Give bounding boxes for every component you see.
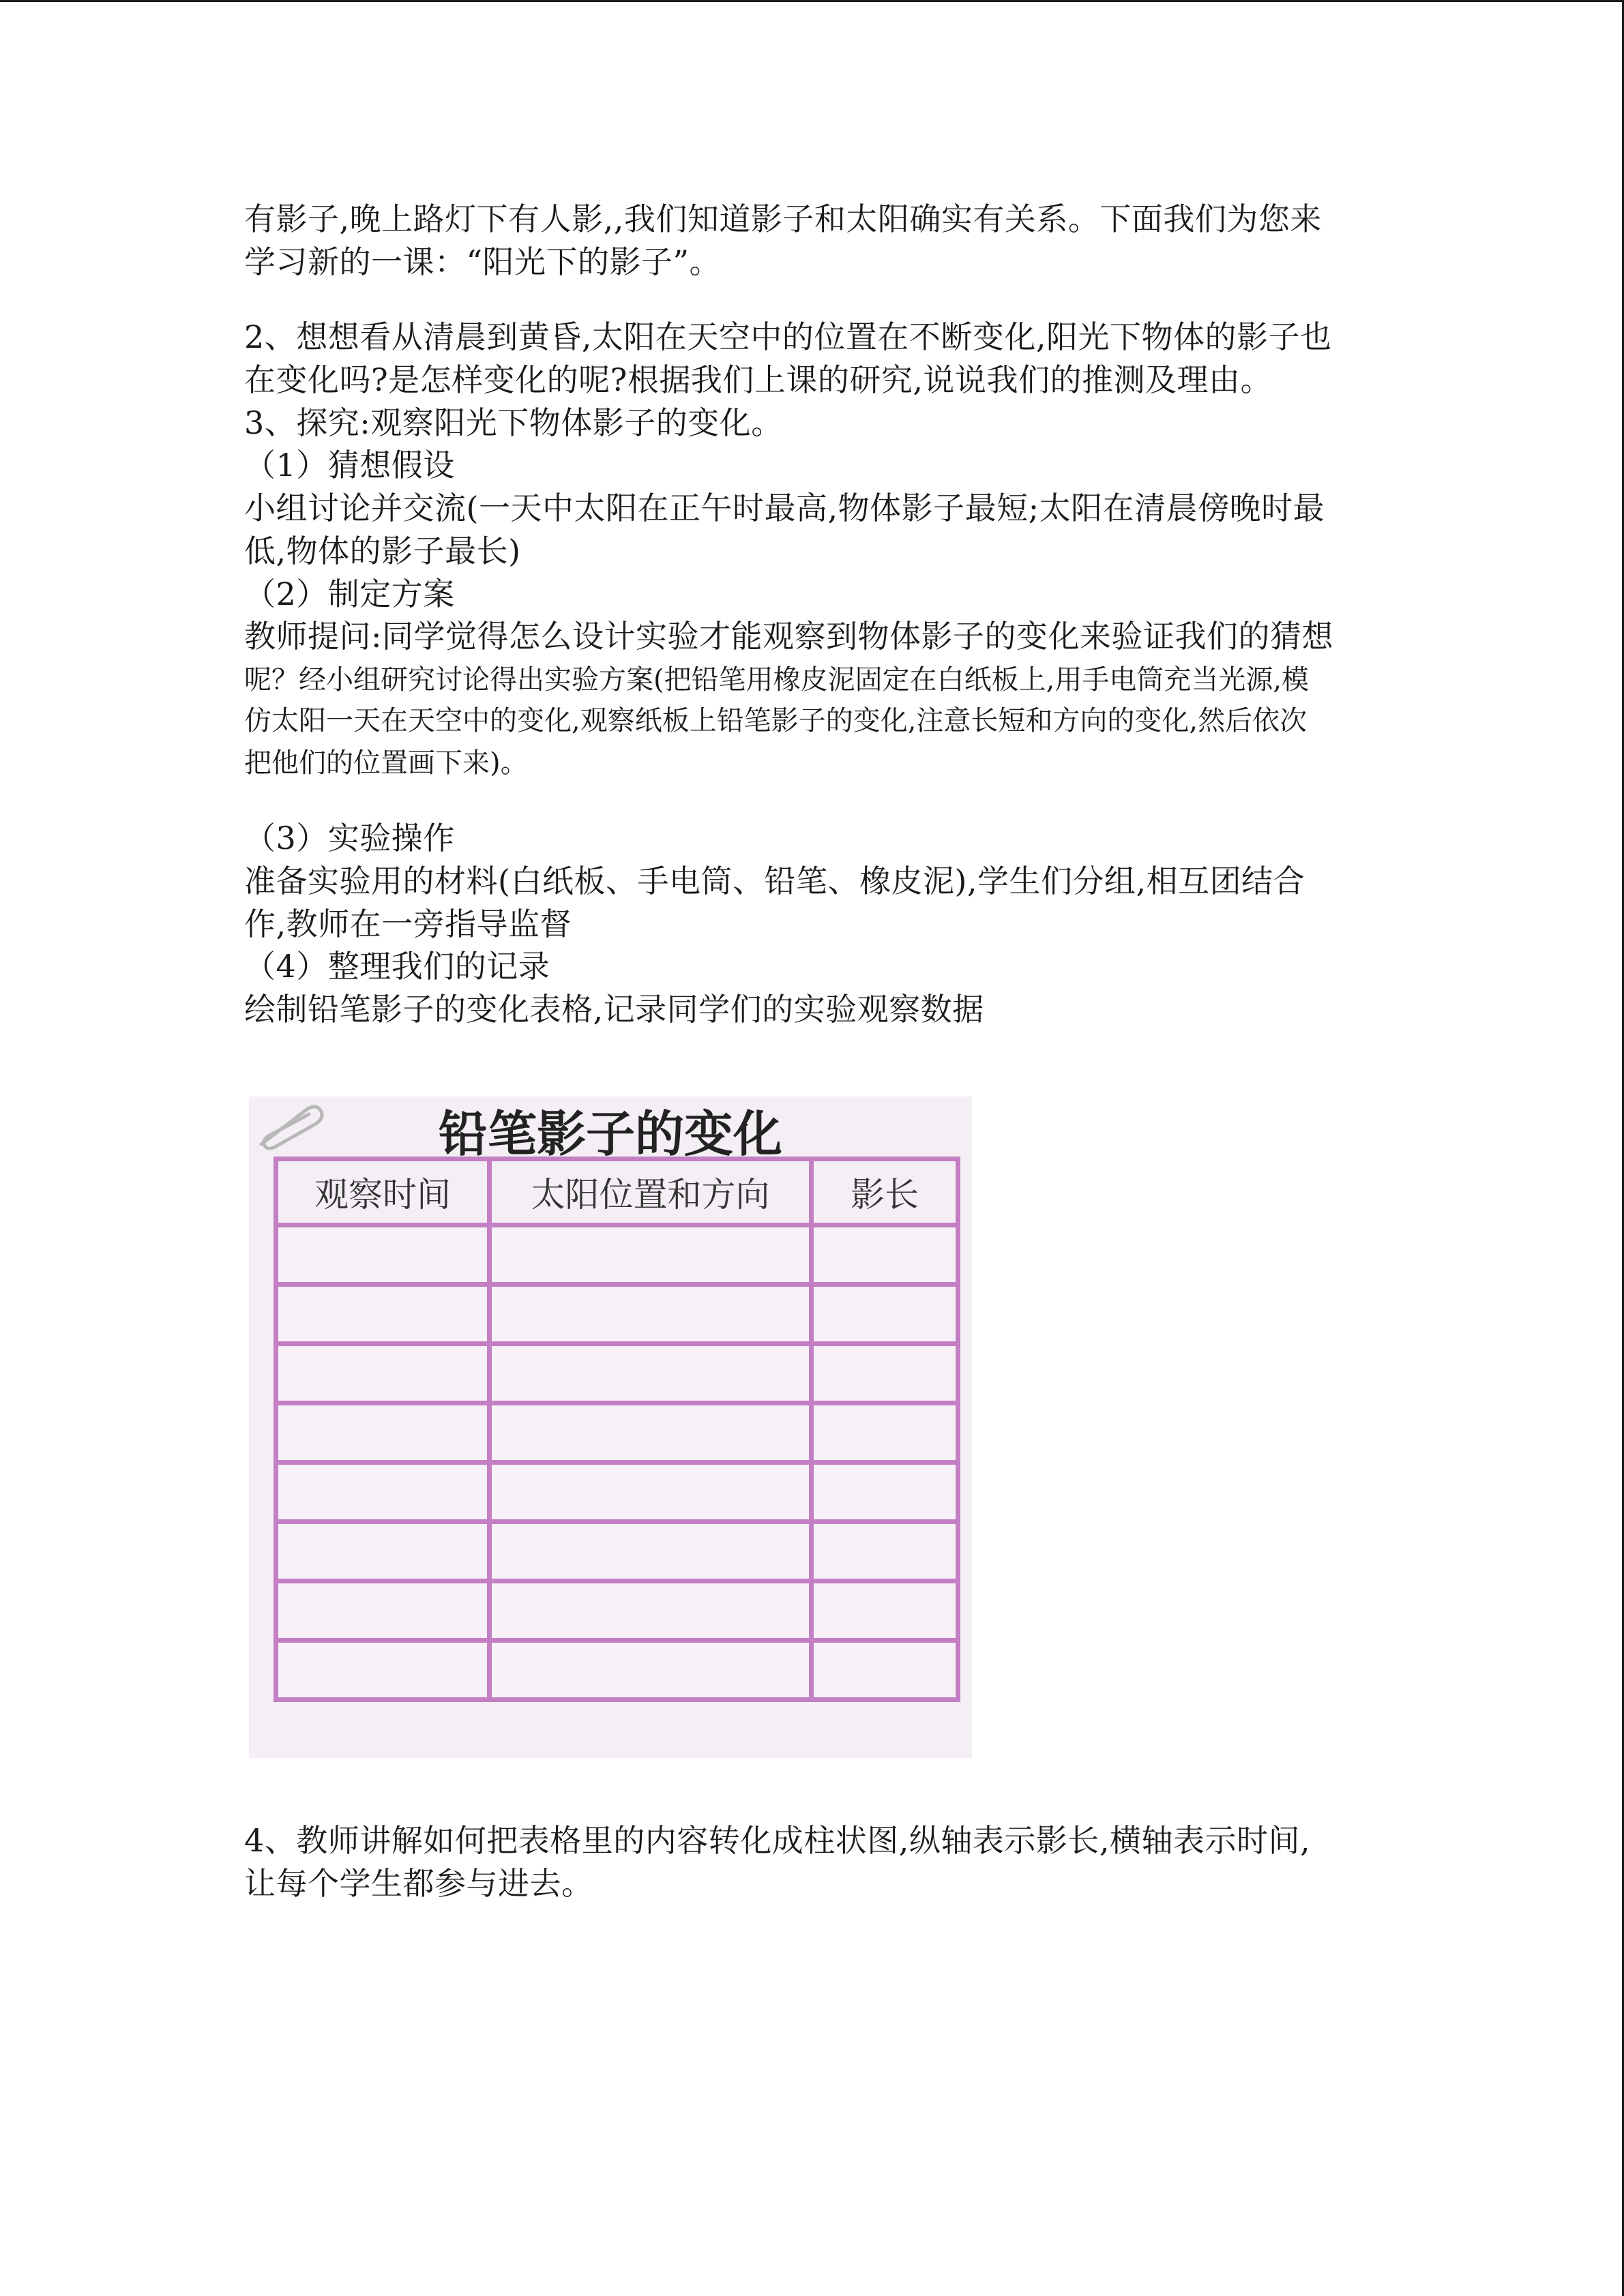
table-row xyxy=(276,1581,958,1641)
table-cell xyxy=(490,1463,812,1522)
table-cell xyxy=(812,1285,958,1344)
table-cell xyxy=(490,1641,812,1700)
pencil-shadow-table-figure xyxy=(249,1097,972,1758)
table-row xyxy=(276,1641,958,1700)
table-cell xyxy=(276,1344,490,1403)
table-row xyxy=(276,1463,958,1522)
paragraph-line: 小组讨论并交流(一天中太阳在正午时最高,物体影子最短;太阳在清晨傍晚时最 xyxy=(244,490,1325,526)
table-cell xyxy=(276,1522,490,1581)
section-heading: 3、探究:观察阳光下物体影子的变化。 xyxy=(244,404,783,441)
table-cell xyxy=(276,1641,490,1700)
table-cell xyxy=(812,1344,958,1403)
table-row xyxy=(276,1225,958,1285)
section-heading: 4、教师讲解如何把表格里的内容转化成柱状图,纵轴表示影长,横轴表示时间, xyxy=(244,1822,1311,1859)
header-sun-position: 太阳位置和方向 xyxy=(490,1159,812,1225)
subsection-heading: （2）制定方案 xyxy=(244,576,455,612)
table-row xyxy=(276,1403,958,1463)
table-cell xyxy=(812,1403,958,1463)
table-cell xyxy=(490,1403,812,1463)
table-cell xyxy=(490,1344,812,1403)
paragraph-line: 教师提问:同学觉得怎么设计实验才能观察到物体影子的变化来验证我们的猜想 xyxy=(244,618,1333,655)
table-cell xyxy=(812,1581,958,1641)
subsection-heading: （4）整理我们的记录 xyxy=(244,948,550,985)
table-cell xyxy=(812,1522,958,1581)
table-row xyxy=(276,1285,958,1344)
table-cell xyxy=(276,1403,490,1463)
paragraph-line: 有影子,晚上路灯下有人影,,我们知道影子和太阳确实有关系。下面我们为您来 xyxy=(244,200,1322,237)
paragraph-line: 绘制铅笔影子的变化表格,记录同学们的实验观察数据 xyxy=(244,991,984,1028)
table-cell xyxy=(490,1581,812,1641)
table-cell xyxy=(276,1225,490,1285)
table-cell xyxy=(812,1641,958,1700)
table-header-row xyxy=(276,1159,958,1225)
table-body xyxy=(276,1225,958,1700)
table-cell xyxy=(276,1581,490,1641)
paragraph-line: 作,教师在一旁指导监督 xyxy=(244,906,572,942)
table-cell xyxy=(812,1225,958,1285)
paragraph-line: 2、想想看从清晨到黄昏,太阳在天空中的位置在不断变化,阳光下物体的影子也 xyxy=(244,318,1332,355)
header-shadow-length: 影长 xyxy=(812,1159,958,1225)
paragraph-line: 让每个学生都参与进去。 xyxy=(244,1865,593,1902)
paragraph-line: 把他们的位置画下来)。 xyxy=(244,747,528,779)
paragraph-line: 低,物体的影子最长) xyxy=(244,533,521,569)
figure-title: 铅笔影子的变化 xyxy=(438,1105,782,1163)
subsection-heading: （3）实验操作 xyxy=(244,820,455,856)
paragraph-line: 学习新的一课：“阳光下的影子”。 xyxy=(244,243,722,280)
table-cell xyxy=(490,1522,812,1581)
table-cell xyxy=(812,1463,958,1522)
table-cell xyxy=(276,1285,490,1344)
header-observation-time: 观察时间 xyxy=(276,1159,490,1225)
paragraph-line: 仿太阳一天在天空中的变化,观察纸板上铅笔影子的变化,注意长短和方向的变化,然后依次 xyxy=(244,705,1308,736)
subsection-heading: （1）猜想假设 xyxy=(244,447,455,483)
table-cell xyxy=(490,1225,812,1285)
paragraph-line: 呢？经小组研究讨论得出实验方案(把铅笔用橡皮泥固定在白纸板上,用手电筒充当光源,模 xyxy=(244,664,1310,696)
record-table xyxy=(274,1157,960,1702)
table-row xyxy=(276,1344,958,1403)
table-cell xyxy=(490,1285,812,1344)
table-cell xyxy=(276,1463,490,1522)
table-row xyxy=(276,1522,958,1581)
paragraph-line: 在变化吗?是怎样变化的呢?根据我们上课的研究,说说我们的推测及理由。 xyxy=(244,361,1272,398)
paragraph-line: 准备实验用的材料(白纸板、手电筒、铅笔、橡皮泥),学生们分组,相互团结合 xyxy=(244,863,1305,899)
